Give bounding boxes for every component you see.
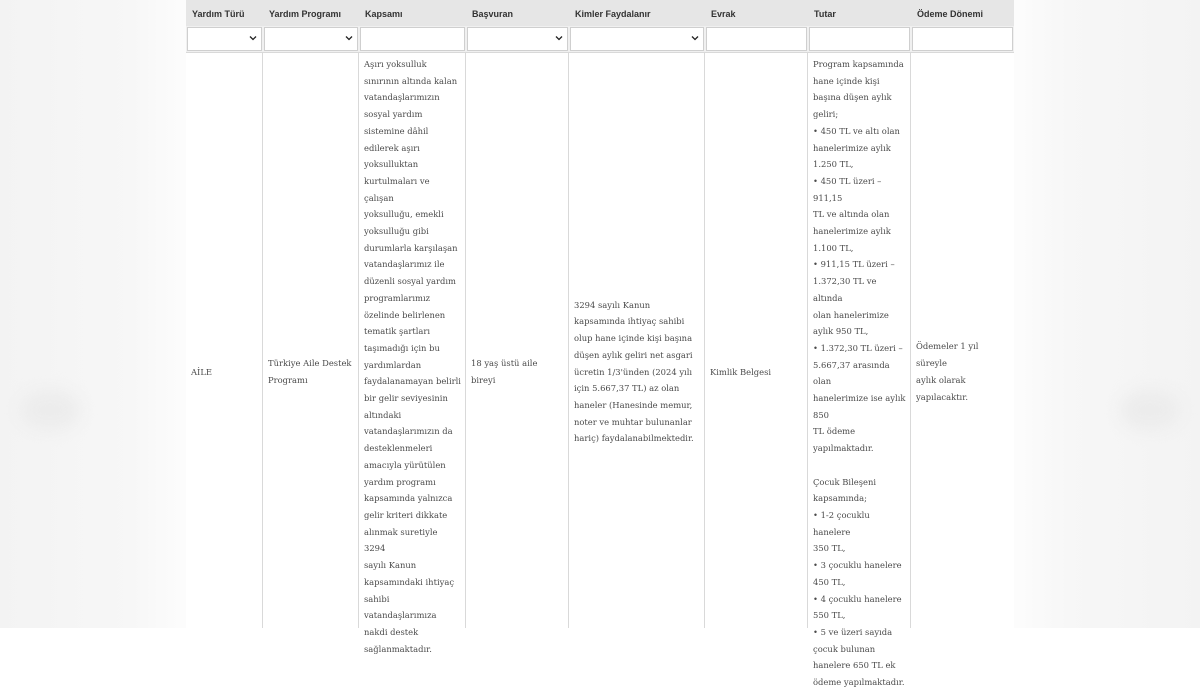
left-background — [0, 0, 190, 628]
header-basvuran[interactable]: Başvuran — [472, 9, 514, 19]
cell-kapsami — [359, 53, 466, 691]
evrak-text: Kimlik Belgesi — [710, 366, 772, 377]
filter-row — [186, 26, 1014, 53]
header-tutar[interactable]: Tutar — [814, 9, 836, 19]
table-row — [186, 53, 1014, 688]
right-smudge — [1120, 390, 1180, 430]
chevron-down-icon — [345, 34, 353, 42]
table-header — [186, 0, 1014, 27]
aid-programs-table — [186, 0, 1014, 688]
chevron-down-icon — [691, 34, 699, 42]
left-smudge — [20, 390, 80, 430]
cell-evrak — [705, 53, 808, 691]
filter-yardim-turu-select[interactable] — [187, 27, 262, 51]
header-kimler-faydalanir[interactable]: Kimler Faydalanır — [575, 9, 651, 19]
filter-kimler-faydalanir-select[interactable] — [570, 27, 704, 51]
kimler-faydalanir-text: 3294 sayılı Kanun kapsamında ihtiyaç sahibi olup hane içinde kişi başına düşen aylık geliri net asgari ücretin 1/3'ünden (2024 yılı için 5.667,37 TL) az olan haneler (Hanesinde memur, noter ve muhtar bulunanlar hariç) faydalanabilmektedir. — [574, 299, 694, 444]
cell-kimler-faydalanir — [569, 53, 705, 691]
cell-yardim-programi — [263, 53, 359, 691]
basvuran-text: 18 yaş üstü aile bireyi — [471, 358, 538, 385]
filter-evrak-input[interactable] — [706, 27, 807, 51]
cell-tutar — [808, 53, 911, 691]
yardim-turu-text: AİLE — [191, 366, 213, 377]
yardim-programi-text: Türkiye Aile Destek Programı — [268, 358, 352, 385]
header-evrak[interactable]: Evrak — [711, 9, 736, 19]
filter-odeme-donemi-input[interactable] — [912, 27, 1013, 51]
header-yardim-turu[interactable]: Yardım Türü — [192, 9, 245, 19]
chevron-down-icon — [555, 34, 563, 42]
cell-yardim-turu — [186, 53, 263, 691]
tutar-text: Program kapsamında hane içinde kişi başına düşen aylık geliri; • 450 TL ve altı olan hanelerimize aylık 1.250 TL, • 450 TL üzeri – 911,15 TL ve altında olan hanelerimize aylık 1.100 TL, • 911,15 TL üzeri – 1.372,30 TL ve altında olan hanelerimize aylık 950 TL, • 1.372,30 TL üzeri – 5.667,37 arasında olan hanelerimize ise aylık 850 TL ödeme yapılmaktadır. Çocuk Bileşeni kapsamında; • 1-2 çocuklu hanelere 350 TL, • 3 çocuklu hanelere 450 TL, • 4 çocuklu hanelere 550 TL, • 5 ve üzeri sayıda çocuk bulunan hanelere 650 TL ek ödeme yapılmaktadır. — [813, 59, 906, 688]
header-kapsami[interactable]: Kapsamı — [365, 9, 403, 19]
right-background — [1010, 0, 1200, 628]
chevron-down-icon — [249, 34, 257, 42]
filter-tutar-input[interactable] — [809, 27, 910, 51]
filter-kapsami-input[interactable] — [360, 27, 465, 51]
cell-odeme-donemi — [911, 53, 1014, 691]
filter-basvuran-select[interactable] — [467, 27, 568, 51]
kapsami-text: Aşırı yoksulluk sınırının altında kalan vatandaşlarımızın sosyal yardım sistemine dâhil edilerek aşırı yoksulluktan kurtulmaları ve çalışan yoksulluğu, emekli yoksulluğu gibi durumlarla karşılaşan vatandaşlarımız ile düzenli sosyal yardım programlarımız özelinde belirlenen tematik şartları taşımadığı için bu yardımlardan faydalanamayan belirli bir gelir seviyesinin altındaki vatandaşlarımızın da desteklenmeleri amacıyla yürütülen yardım programı kapsamında yalnızca gelir kriteri dikkate alınmak suretiyle 3294 sayılı Kanun kapsamındaki ihtiyaç sahibi vatandaşlarımıza nakdi destek sağlanmaktadır. — [364, 59, 461, 654]
header-odeme-donemi[interactable]: Ödeme Dönemi — [917, 9, 984, 19]
header-yardim-programi[interactable]: Yardım Programı — [269, 9, 342, 19]
filter-yardim-programi-select[interactable] — [264, 27, 358, 51]
cell-basvuran — [466, 53, 569, 691]
odeme-donemi-text: Ödemeler 1 yıl süreyle aylık olarak yapılacaktır. — [916, 341, 979, 402]
